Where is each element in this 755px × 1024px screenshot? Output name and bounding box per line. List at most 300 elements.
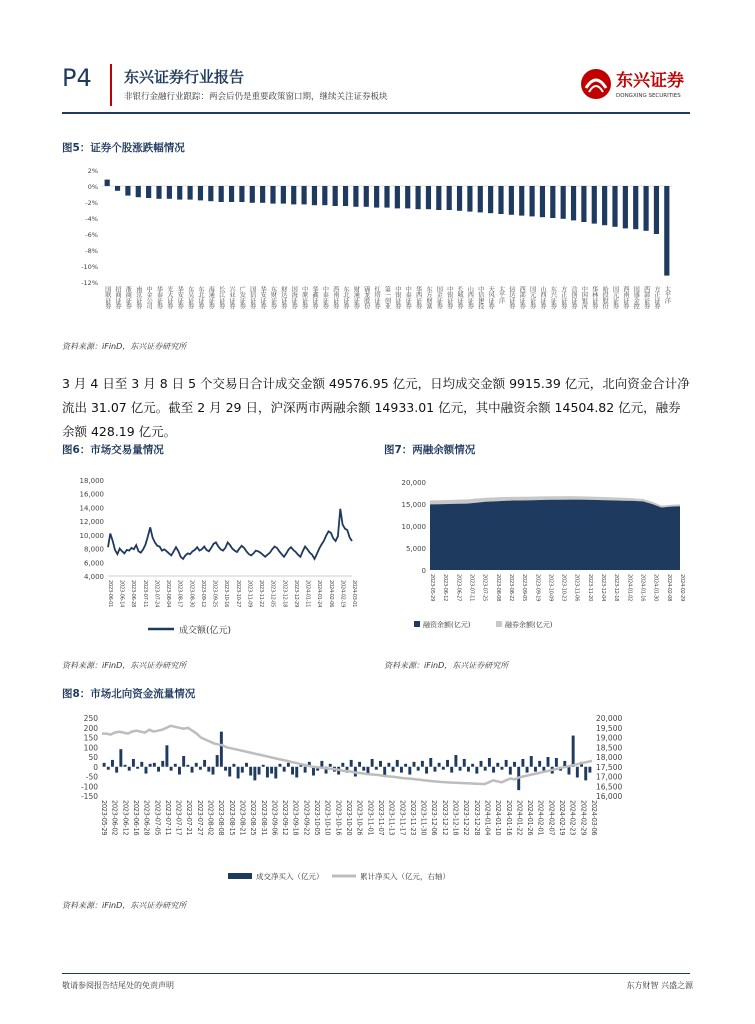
fig8-bar bbox=[433, 767, 436, 772]
fig5-bar bbox=[509, 186, 514, 215]
fig8-bar bbox=[526, 767, 529, 773]
fig8-bar bbox=[320, 761, 323, 767]
fig5-bar bbox=[333, 186, 338, 206]
fig5-bar bbox=[550, 186, 555, 218]
fig5-bar bbox=[395, 186, 400, 208]
fig8-bar bbox=[128, 767, 131, 771]
fig5-category-label: 国信证券 bbox=[248, 286, 256, 309]
fig7-xtick-label: 2023-09-05 bbox=[521, 574, 528, 602]
fig8-bar bbox=[174, 764, 177, 767]
fig8-xtick-label: 2024-01-16 bbox=[504, 800, 513, 836]
fig5-bar bbox=[530, 186, 535, 216]
fig8-xtick-label: 2023-11-23 bbox=[408, 800, 417, 836]
fig7-legend-swatch-rongquan bbox=[496, 621, 502, 627]
fig5-category-label: 东财证券 bbox=[269, 286, 277, 309]
fig8-ytick-label: -50 bbox=[85, 772, 98, 782]
fig7-xtick-label: 2023-11-20 bbox=[586, 574, 593, 602]
fig7-xtick-label: 2023-07-11 bbox=[468, 574, 475, 602]
fig7-ytick-label: 15,000 bbox=[401, 501, 426, 509]
fig8-xtick-label: 2023-07-11 bbox=[163, 800, 172, 836]
fig8-ytick-right-label: 16,000 bbox=[596, 792, 623, 801]
fig5-bar bbox=[312, 186, 317, 205]
fig8-xtick-label: 2023-09-22 bbox=[302, 800, 311, 836]
fig8-bar bbox=[530, 756, 533, 767]
fig7-xtick-label: 2024-01-02 bbox=[626, 574, 633, 602]
fig5-bar bbox=[250, 186, 255, 203]
fig8-xtick-label: 2023-11-17 bbox=[398, 800, 407, 836]
fig8-xtick-label: 2023-08-15 bbox=[227, 800, 236, 836]
fig5-bar bbox=[664, 186, 669, 276]
fig8-bar bbox=[375, 767, 378, 770]
fig8-bar bbox=[404, 764, 407, 767]
fig5-category-label: 南京证券 bbox=[134, 286, 142, 309]
fig5-bar bbox=[302, 186, 307, 204]
fig8-bar bbox=[438, 763, 441, 767]
fig8-bar bbox=[500, 767, 503, 770]
fig5-category-label: 华西证券 bbox=[414, 286, 422, 309]
fig8-bar bbox=[396, 760, 399, 767]
fig6-xtick-label: 2024-02-06 bbox=[327, 580, 334, 608]
fig8-xtick-label: 2023-12-28 bbox=[472, 800, 481, 836]
fig8-bar bbox=[408, 767, 411, 775]
fig5-bar bbox=[519, 186, 524, 216]
fig8-bar bbox=[371, 759, 374, 767]
summary-paragraph: 3 月 4 日至 3 月 8 日 5 个交易日合计成交金额 49576.95 亿元，日均成交金额 9915.39 亿元，北向资金合计净流出 31.07 亿元。截至 2 月 29 日，沪深两市两融余额 14933.01 亿元，其中融资余额 14504.82 亿元，融券余额 428.19 亿元。 bbox=[62, 376, 690, 439]
fig8-bar bbox=[270, 767, 273, 774]
page-number: P4 bbox=[62, 64, 92, 92]
fig8-bar bbox=[149, 764, 152, 767]
fig8-ytick-right-label: 17,000 bbox=[596, 772, 623, 782]
fig5-category-label: 中泰证券 bbox=[321, 286, 329, 309]
fig8-xtick-label: 2024-01-22 bbox=[515, 800, 524, 836]
fig5-bar bbox=[229, 186, 234, 202]
fig6-xtick-label: 2023-12-29 bbox=[292, 580, 299, 608]
fig5-category-label: 西部证券 bbox=[518, 286, 526, 309]
fig8-bar bbox=[157, 767, 160, 772]
fig5-category-label: 天风证券 bbox=[487, 286, 495, 309]
fig5-bar bbox=[571, 186, 576, 220]
fig8-bar bbox=[224, 767, 227, 771]
fig8-xtick-label: 2023-11-07 bbox=[376, 800, 385, 836]
fig8-ytick-label: 50 bbox=[88, 753, 98, 762]
footer-rule bbox=[62, 973, 690, 974]
fig8-xtick-label: 2024-02-07 bbox=[547, 800, 556, 836]
fig6-ytick-label: 14,000 bbox=[79, 504, 104, 513]
fig7-xtick-label: 2024-02-29 bbox=[679, 574, 685, 602]
fig8-bar bbox=[392, 767, 395, 772]
fig5-bar bbox=[188, 186, 193, 200]
fig5-category-label: 中银证券 bbox=[393, 286, 401, 309]
fig5-bar bbox=[457, 186, 462, 211]
fig8-bar bbox=[350, 760, 353, 767]
fig5-category-label: 兴业证券 bbox=[228, 286, 236, 309]
fig8-ytick-right-label: 16,500 bbox=[596, 782, 623, 792]
fig8-bar bbox=[132, 759, 135, 767]
fig8-ytick-right-label: 19,500 bbox=[596, 723, 623, 733]
fig5-category-label: 长城证券 bbox=[456, 286, 464, 309]
fig5-category-label: 东方财富 bbox=[424, 286, 432, 309]
fig5-ytick-label: 0% bbox=[87, 183, 98, 191]
fig8-bar bbox=[588, 767, 591, 773]
fig5-category-label: 太平洋 bbox=[663, 286, 671, 304]
fig5-category-label: 华安证券 bbox=[176, 286, 184, 309]
fig8-bar bbox=[191, 767, 194, 773]
fig8-bar bbox=[111, 760, 114, 767]
fig6-ytick-label: 6,000 bbox=[83, 559, 104, 568]
fig7-xtick-label: 2023-06-12 bbox=[442, 574, 449, 602]
fig6-xtick-label: 2023-07-11 bbox=[141, 580, 148, 608]
fig8-bar bbox=[145, 767, 148, 774]
fig8-xtick-label: 2024-02-23 bbox=[568, 800, 577, 836]
fig7-legend-swatch-rongzi bbox=[414, 621, 420, 627]
fig5-bar bbox=[167, 186, 172, 199]
fig8-xtick-label: 2023-10-26 bbox=[355, 800, 364, 836]
logo-english: DONGXING SECURITIES bbox=[616, 93, 681, 99]
fig8-ytick-label: 150 bbox=[83, 733, 98, 743]
fig8-bar bbox=[119, 749, 122, 767]
fig5-category-label: 哈投股份 bbox=[601, 286, 609, 309]
fig8-xtick-label: 2023-11-01 bbox=[366, 800, 375, 836]
fig6-ytick-label: 8,000 bbox=[83, 545, 104, 554]
fig8-xtick-label: 2023-09-12 bbox=[281, 800, 290, 836]
fig8-bar bbox=[124, 765, 127, 767]
fig7-xtick-label: 2024-01-16 bbox=[639, 574, 646, 602]
fig8-xtick-label: 2024-02-29 bbox=[579, 800, 588, 836]
fig5-category-label: 东吴证券 bbox=[186, 286, 194, 309]
fig8-bar bbox=[266, 767, 269, 778]
fig8-bar bbox=[153, 763, 156, 767]
fig6-source: 资料来源：iFinD，东兴证券研究所 bbox=[62, 661, 187, 670]
fig8-bar bbox=[207, 767, 210, 772]
fig5-ytick-label: -6% bbox=[85, 231, 98, 239]
fig7-xtick-label: 2023-11-06 bbox=[573, 574, 580, 602]
fig8-bar bbox=[228, 767, 231, 777]
fig6-xtick-label: 2023-12-18 bbox=[281, 580, 288, 608]
fig7-xtick-label: 2023-10-09 bbox=[547, 574, 554, 602]
fig5-category-label: 西部证券 bbox=[642, 286, 650, 309]
fig8-bar bbox=[212, 767, 215, 775]
fig8-bar bbox=[492, 767, 495, 773]
fig5-category-label: 方正证券 bbox=[559, 286, 567, 309]
fig8-bar bbox=[182, 756, 185, 767]
fig5-bar bbox=[125, 186, 130, 196]
fig8-xtick-label: 2023-10-20 bbox=[345, 800, 353, 836]
fig7-xtick-label: 2023-08-08 bbox=[494, 574, 501, 602]
fig8-bar bbox=[417, 767, 420, 771]
fig6-xtick-label: 2023-12-05 bbox=[269, 580, 276, 608]
fig7-ytick-label: 10,000 bbox=[401, 523, 426, 531]
fig8-bar bbox=[584, 767, 587, 781]
fig8-bar bbox=[329, 764, 332, 767]
fig8-xtick-label: 2024-01-10 bbox=[494, 800, 503, 836]
fig5-bar bbox=[156, 186, 161, 199]
fig7-legend-label-rongzi: 融资余额(亿元) bbox=[423, 621, 471, 629]
fig5-bar bbox=[384, 186, 389, 208]
fig6-ytick-label: 4,000 bbox=[83, 573, 104, 581]
fig8-bar bbox=[572, 736, 575, 767]
fig8-ytick-label: 100 bbox=[83, 743, 98, 753]
report-title: 东兴证券行业报告 bbox=[124, 68, 245, 86]
fig5-category-label: 东兴证券 bbox=[549, 286, 557, 309]
fig5-bar bbox=[405, 186, 410, 208]
fig5-bar bbox=[291, 186, 296, 204]
footer-disclaimer: 敬请参阅报告结尾处的免责声明 bbox=[62, 981, 174, 990]
fig6-xtick-label: 2024-03-01 bbox=[351, 580, 357, 608]
fig6-chart bbox=[62, 468, 362, 648]
fig8-bar bbox=[542, 767, 545, 771]
fig8-ytick-label: 0 bbox=[93, 762, 98, 772]
fig8-xtick-label: 2023-09-18 bbox=[291, 800, 300, 836]
fig7-ytick-label: 20,000 bbox=[401, 479, 426, 487]
fig5-category-label: 西南证券 bbox=[621, 286, 629, 309]
fig5-bar bbox=[561, 186, 566, 219]
fig8-bar bbox=[576, 767, 579, 778]
fig8-bar bbox=[467, 767, 470, 772]
fig8-bar bbox=[568, 767, 571, 775]
fig5-bar bbox=[219, 186, 224, 202]
fig8-bar bbox=[237, 767, 240, 779]
fig8-bar bbox=[203, 760, 206, 767]
fig5-category-label: 国元证券 bbox=[528, 286, 536, 309]
fig5-category-label: 华林证券 bbox=[590, 286, 598, 309]
fig8-bar bbox=[170, 767, 173, 771]
fig5-bar bbox=[239, 186, 244, 202]
fig7-title: 图7：两融余额情况 bbox=[384, 444, 476, 456]
fig6-xtick-label: 2023-06-14 bbox=[118, 580, 125, 608]
fig5-category-label: 山西证券 bbox=[538, 286, 546, 309]
fig8-xtick-label: 2023-07-21 bbox=[185, 800, 194, 836]
fig8-bar bbox=[555, 758, 558, 767]
fig8-ytick-label: -150 bbox=[80, 792, 98, 801]
fig7-xtick-label: 2023-10-23 bbox=[560, 574, 567, 602]
fig5-category-label: 长江证券 bbox=[217, 286, 225, 309]
fig8-bar bbox=[274, 767, 277, 779]
fig5-bar bbox=[592, 186, 597, 224]
fig6-xtick-label: 2023-11-09 bbox=[246, 580, 253, 608]
fig7-xtick-label: 2023-12-04 bbox=[600, 574, 607, 602]
fig8-bar bbox=[195, 763, 198, 767]
fig8-bar bbox=[471, 764, 474, 767]
fig6-xtick-label: 2023-09-12 bbox=[199, 580, 206, 608]
fig5-bar bbox=[467, 186, 472, 212]
fig6-ytick-label: 18,000 bbox=[79, 477, 104, 485]
fig5-ytick-label: 2% bbox=[87, 167, 98, 175]
fig6-title: 图6：市场交易量情况 bbox=[62, 444, 164, 456]
fig7-xtick-label: 2023-05-29 bbox=[429, 574, 435, 602]
fig8-bar bbox=[241, 767, 244, 773]
fig8-bar bbox=[341, 763, 344, 767]
fig6-ytick-label: 12,000 bbox=[79, 518, 104, 527]
fig5-category-label: 国联证券 bbox=[103, 286, 111, 309]
fig5-category-label: 华安证券 bbox=[259, 286, 267, 309]
fig8-bar bbox=[509, 767, 512, 775]
fig8-bar bbox=[216, 755, 219, 767]
fig5-ytick-label: -12% bbox=[81, 279, 98, 287]
fig8-xtick-label: 2023-10-10 bbox=[323, 800, 332, 836]
fig8-bar bbox=[454, 755, 457, 767]
fig8-legend-label-line: 累计净买入（亿元，右轴） bbox=[360, 872, 450, 881]
fig5-bar bbox=[146, 186, 151, 198]
fig5-bar bbox=[374, 186, 379, 208]
fig5-bar bbox=[364, 186, 369, 207]
fig5-ytick-label: -10% bbox=[81, 263, 98, 271]
fig8-bar bbox=[429, 758, 432, 767]
fig6-ytick-label: 10,000 bbox=[79, 531, 104, 540]
fig8-bar bbox=[383, 767, 386, 776]
fig5-ytick-label: -8% bbox=[85, 247, 98, 255]
fig6-xtick-label: 2023-06-28 bbox=[130, 580, 137, 608]
fig5-category-label: 招商证券 bbox=[114, 286, 122, 309]
fig5-chart bbox=[62, 160, 690, 335]
fig8-source: 资料来源：iFinD，东兴证券研究所 bbox=[62, 901, 187, 910]
fig5-source: 资料来源：iFinD，东兴证券研究所 bbox=[62, 342, 187, 351]
fig8-xtick-label: 2023-12-06 bbox=[430, 800, 439, 836]
fig5-bar bbox=[260, 186, 265, 203]
fig8-xtick-label: 2023-11-30 bbox=[419, 800, 428, 836]
fig8-xtick-label: 2023-12-18 bbox=[451, 800, 460, 836]
fig8-xtick-label: 2023-09-06 bbox=[270, 800, 279, 836]
fig6-xtick-label: 2023-08-04 bbox=[165, 580, 172, 608]
fig8-xtick-label: 2024-01-04 bbox=[483, 800, 492, 836]
fig8-bar bbox=[379, 761, 382, 767]
fig8-bar bbox=[413, 762, 416, 767]
fig8-bar bbox=[480, 761, 483, 767]
fig8-bar bbox=[387, 763, 390, 767]
fig8-bar bbox=[400, 767, 403, 773]
fig5-bar bbox=[488, 186, 493, 213]
fig7-xtick-label: 2023-08-22 bbox=[507, 574, 514, 602]
fig5-category-label: 方正证券 bbox=[652, 286, 660, 309]
fig8-xtick-label: 2024-02-19 bbox=[558, 800, 567, 836]
fig8-ytick-label: 200 bbox=[83, 723, 98, 733]
fig8-xtick-label: 2023-08-21 bbox=[238, 800, 247, 836]
fig7-ytick-label: 5,000 bbox=[405, 545, 426, 553]
fig5-category-label: 财通证券 bbox=[352, 286, 360, 309]
fig5-bar bbox=[498, 186, 503, 214]
fig8-xtick-label: 2024-01-26 bbox=[526, 800, 535, 836]
fig8-bar bbox=[295, 767, 298, 778]
fig5-bar bbox=[416, 186, 421, 209]
fig8-bar bbox=[488, 758, 491, 767]
fig5-category-label: 红塔证券 bbox=[373, 286, 381, 309]
fig5-bar bbox=[208, 186, 213, 201]
fig7-xtick-label: 2023-06-27 bbox=[455, 574, 462, 602]
fig8-bar bbox=[253, 767, 256, 781]
fig8-xtick-label: 2023-07-27 bbox=[195, 800, 204, 836]
fig5-category-label: 浙商证券 bbox=[124, 286, 132, 309]
fig8-legend-label-bar: 成交净买入（亿元） bbox=[256, 872, 324, 881]
fig8-ytick-label: -100 bbox=[80, 782, 98, 792]
fig5-bar bbox=[602, 186, 607, 225]
fig8-bar bbox=[513, 762, 516, 767]
fig8-bar bbox=[459, 767, 462, 771]
fig8-bar bbox=[538, 761, 541, 767]
company-logo bbox=[578, 64, 698, 104]
fig8-xtick-label: 2023-08-02 bbox=[206, 800, 215, 836]
fig7-xtick-label: 2024-02-08 bbox=[665, 574, 672, 602]
fig8-bar bbox=[547, 757, 550, 767]
fig6-legend-label: 成交额(亿元) bbox=[179, 626, 232, 636]
fig6-line-series bbox=[108, 509, 352, 559]
fig5-category-label: 西南证券 bbox=[331, 286, 339, 309]
fig5-category-label: 华泰证券 bbox=[155, 286, 163, 309]
fig8-ytick-right-label: 18,500 bbox=[596, 743, 623, 753]
fig8-xtick-label: 2024-02-01 bbox=[536, 800, 545, 836]
fig5-category-label: 山西证券 bbox=[466, 286, 474, 309]
fig8-xtick-label: 2023-12-12 bbox=[440, 800, 449, 836]
fig8-bar bbox=[291, 767, 294, 775]
fig8-ytick-right-label: 20,000 bbox=[596, 714, 623, 723]
fig5-category-label: 中金公司 bbox=[145, 286, 153, 309]
logo-icon bbox=[578, 64, 698, 104]
fig5-bar bbox=[115, 186, 120, 191]
fig8-xtick-label: 2023-05-29 bbox=[100, 800, 108, 836]
fig8-bar bbox=[103, 763, 106, 767]
fig7-chart bbox=[384, 468, 690, 648]
fig5-bar bbox=[436, 186, 441, 210]
fig6-xtick-label: 2023-10-16 bbox=[223, 580, 230, 608]
fig6-xtick-label: 2024-01-24 bbox=[316, 580, 323, 608]
fig8-bar bbox=[245, 763, 248, 767]
fig5-ytick-label: -2% bbox=[85, 199, 98, 207]
fig8-bar bbox=[107, 767, 110, 770]
fig5-category-label: 锦龙股份 bbox=[362, 286, 370, 309]
fig8-xtick-label: 2023-07-17 bbox=[174, 800, 183, 836]
fig6-xtick-label: 2023-10-27 bbox=[234, 580, 241, 608]
fig6-xtick-label: 2023-11-22 bbox=[258, 580, 265, 608]
fig5-category-label: 光大证券 bbox=[165, 286, 173, 309]
fig8-xtick-label: 2023-07-05 bbox=[153, 800, 162, 836]
fig8-bar bbox=[358, 762, 361, 767]
fig5-bar bbox=[633, 186, 638, 229]
fig8-bar bbox=[442, 767, 445, 770]
fig5-category-label: 华鑫证券 bbox=[310, 286, 318, 309]
fig8-xtick-label: 2023-06-12 bbox=[121, 800, 130, 836]
fig5-category-label: 首创证券 bbox=[570, 286, 578, 309]
fig8-bar bbox=[463, 759, 466, 767]
fig8-bar bbox=[136, 767, 139, 769]
fig8-xtick-label: 2023-06-02 bbox=[110, 800, 119, 836]
fig7-xtick-label: 2023-07-25 bbox=[481, 574, 488, 602]
header-rule bbox=[62, 112, 690, 114]
fig8-bar bbox=[283, 767, 286, 772]
fig8-bar bbox=[362, 767, 365, 771]
fig5-bar bbox=[540, 186, 545, 217]
fig8-bar bbox=[258, 767, 261, 775]
fig8-bar bbox=[450, 767, 453, 773]
fig5-category-label: 广发证券 bbox=[238, 286, 246, 309]
fig5-category-label: 中原证券 bbox=[300, 286, 308, 309]
fig5-category-label: 财达证券 bbox=[279, 286, 287, 309]
fig8-ytick-right-label: 19,000 bbox=[596, 733, 623, 743]
fig5-category-label: 中泰证券 bbox=[404, 286, 412, 309]
report-subtitle: 非银行金融行业跟踪：两会后仍是重要政策窗口期，继续关注证券板块 bbox=[124, 92, 388, 102]
fig5-category-label: 中银证券 bbox=[445, 286, 453, 309]
fig7-area-rongzi bbox=[430, 500, 680, 570]
fig7-ytick-label: 0 bbox=[421, 567, 426, 575]
fig5-category-label: 海通证券 bbox=[207, 286, 215, 309]
fig8-bar bbox=[421, 761, 424, 767]
fig5-category-label: 国金证券 bbox=[435, 286, 443, 309]
fig5-category-label: 东北证券 bbox=[342, 286, 350, 309]
fig8-bar bbox=[186, 765, 189, 767]
fig6-xtick-label: 2023-07-24 bbox=[153, 580, 160, 608]
fig8-bar bbox=[161, 761, 164, 767]
fig8-bar bbox=[287, 763, 290, 767]
fig6-xtick-label: 2023-08-17 bbox=[176, 580, 183, 608]
fig6-xtick-label: 2024-02-19 bbox=[339, 580, 346, 608]
footer-slogan: 东方财智 兴盛之源 bbox=[626, 981, 693, 990]
